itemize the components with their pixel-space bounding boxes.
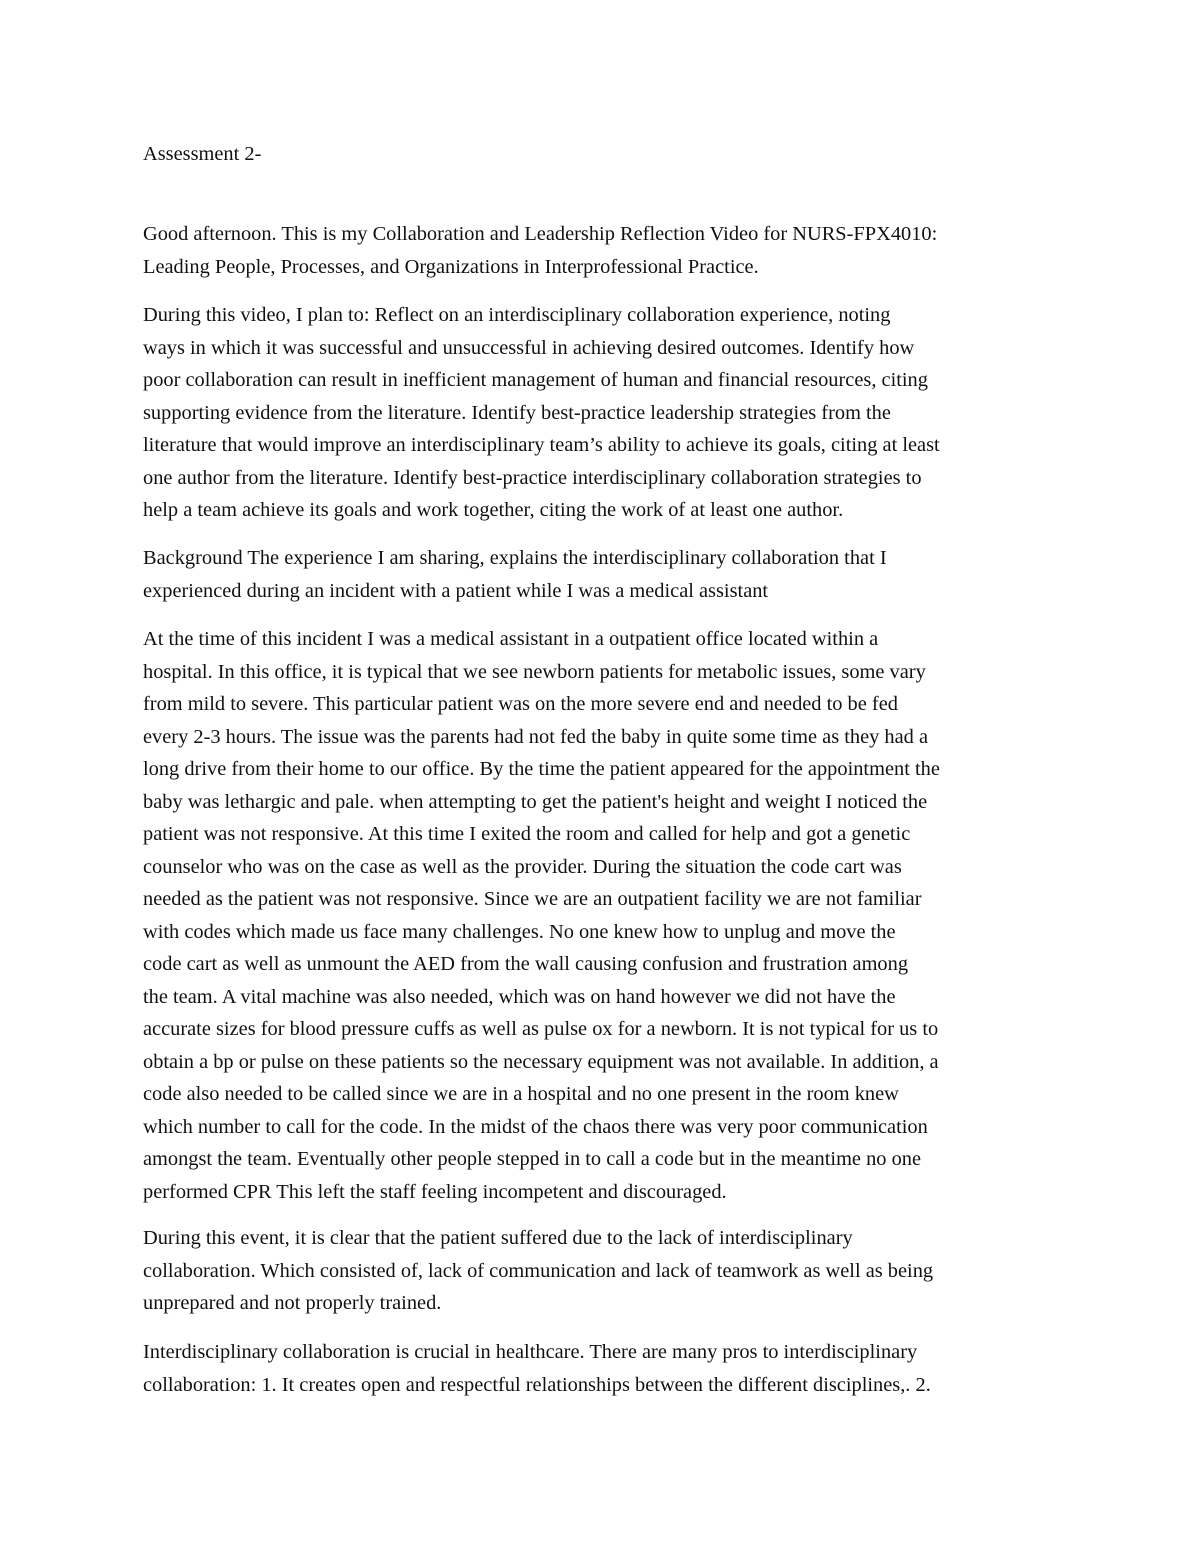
text-line: experienced during an incident with a patient while I was a medical assistant — [143, 579, 769, 602]
paragraph-background — [143, 542, 1083, 607]
paragraph-incident — [143, 623, 1083, 1208]
text-line: from mild to severe. This particular patient was on the more severe end and needed to be fed — [143, 693, 898, 715]
paragraph-introduction — [143, 218, 1083, 283]
document-heading: Assessment 2- — [143, 143, 262, 165]
text-line: accurate sizes for blood pressure cuffs as well as pulse ox for a newborn. It is not typical for us to — [143, 1018, 939, 1040]
text-line: performed CPR This left the staff feeling incompetent and discouraged. — [143, 1180, 727, 1203]
text-line: Background The experience I am sharing, explains the interdisciplinary collaboration that I — [143, 547, 887, 569]
text-line: obtain a bp or pulse on these patients so the necessary equipment was not available. In addition, a — [143, 1050, 939, 1073]
text-line: hospital. In this office, it is typical that we see newborn patients for metabolic issues, some vary — [143, 660, 926, 683]
text-line: poor collaboration can result in inefficient management of human and financial resources, citing — [143, 369, 928, 391]
paragraph-collaboration-pros — [143, 1336, 1083, 1401]
paragraph-video-plan — [143, 299, 1083, 527]
text-line: supporting evidence from the literature. Identify best-practice leadership strategies from the — [143, 401, 891, 424]
text-line: which number to call for the code. In the midst of the chaos there was very poor communication — [143, 1115, 928, 1138]
text-line: help a team achieve its goals and work together, citing the work of at least one author. — [143, 499, 844, 521]
text-line: baby was lethargic and pale. when attempting to get the patient's height and weight I noticed the — [143, 790, 928, 813]
text-line: Interdisciplinary collaboration is crucial in healthcare. There are many pros to interdisciplinary — [143, 1341, 918, 1363]
text-line: At the time of this incident I was a medical assistant in a outpatient office located within a — [143, 628, 879, 650]
text-line: needed as the patient was not responsive. Since we are an outpatient facility we are not familiar — [143, 888, 922, 910]
text-line: Good afternoon. This is my Collaboration and Leadership Reflection Video for NURS-FPX4010: — [143, 223, 938, 245]
text-line: one author from the literature. Identify best-practice interdisciplinary collaboration strategies to — [143, 466, 922, 489]
text-line: amongst the team. Eventually other people stepped in to call a code but in the meantime no one — [143, 1148, 922, 1170]
text-line: literature that would improve an interdisciplinary team’s ability to achieve its goals, citing at least — [143, 434, 940, 456]
text-line: During this event, it is clear that the patient suffered due to the lack of interdisciplinary — [143, 1227, 853, 1249]
text-line: ways in which it was successful and unsuccessful in achieving desired outcomes. Identify how — [143, 336, 915, 359]
text-line: counselor who was on the case as well as the provider. During the situation the code cart was — [143, 855, 902, 878]
text-line: code cart as well as unmount the AED from the wall causing confusion and frustration among — [143, 953, 909, 975]
text-line: During this video, I plan to: Reflect on an interdisciplinary collaboration experience, noting — [143, 304, 891, 326]
text-line: patient was not responsive. At this time I exited the room and called for help and got a genetic — [143, 823, 911, 845]
text-line: collaboration: 1. It creates open and respectful relationships between the different disciplines,. 2. — [143, 1373, 931, 1396]
paragraph-event-summary — [143, 1222, 1083, 1320]
text-line: Leading People, Processes, and Organizations in Interprofessional Practice. — [143, 255, 759, 278]
text-line: code also needed to be called since we are in a hospital and no one present in the room knew — [143, 1083, 899, 1105]
text-line: unprepared and not properly trained. — [143, 1292, 442, 1314]
text-line: long drive from their home to our office. By the time the patient appeared for the appointment the — [143, 758, 940, 780]
text-line: the team. A vital machine was also needed, which was on hand however we did not have the — [143, 985, 896, 1008]
text-line: with codes which made us face many challenges. No one knew how to unplug and move the — [143, 920, 896, 943]
text-line: collaboration. Which consisted of, lack of communication and lack of teamwork as well as being — [143, 1259, 934, 1282]
text-line: every 2-3 hours. The issue was the parents had not fed the baby in quite some time as they had a — [143, 725, 929, 748]
